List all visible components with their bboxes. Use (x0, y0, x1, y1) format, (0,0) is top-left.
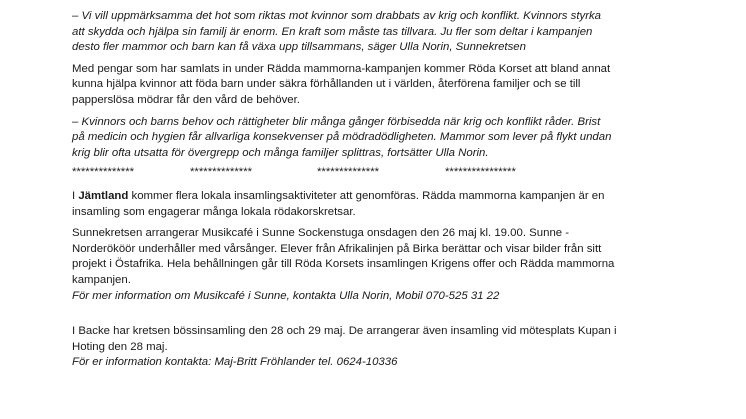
separator-stars-1: ************** (72, 166, 135, 179)
sunne-contact: För mer information om Musikcafé i Sunne, kontakta Ulla Norin, Mobil 070-525 31 22 (72, 289, 500, 302)
paragraph-jamtland (72, 189, 712, 220)
separator-stars-3: ************** (317, 166, 380, 179)
quote-norin-2 (72, 115, 712, 162)
quote-norin-2-line-3: krig blir ofta utsatta för övergrepp och många familjer splittras, fortsätter Ulla Norin. (72, 146, 489, 159)
paragraph-backe (72, 324, 712, 371)
jamtland-prefix: I (72, 189, 79, 202)
backe-contact: För er information kontakta: Maj-Britt Fröhlander tel. 0624-10336 (72, 356, 398, 369)
separator-stars-4: **************** (445, 166, 516, 179)
paragraph-sunne-line-3: projekt i Östafrika. Hela behållningen går till Röda Korsets insamlingen Krigens offer och Rädda mammorna (72, 258, 615, 271)
paragraph-funds (72, 62, 712, 109)
jamtland-bold: Jämtland (78, 189, 129, 202)
paragraph-jamtland-line-2: insamling som engagerar många lokala rödakorskretsar. (72, 205, 356, 218)
paragraph-backe-line-2: Hoting den 28 maj. (72, 340, 168, 353)
jamtland-rest: kommer flera lokala insamlingsaktiviteter att genomföras. Rädda mammorna kampanjen är en (128, 189, 605, 202)
paragraph-sunne-line-1: Sunnekretsen arrangerar Musikcafé i Sunne Sockenstuga onsdagen den 26 maj kl. 19.00. Sunne - (72, 227, 570, 240)
quote-norin-2-line-1: – Kvinnors och barns behov och rättigheter blir många gånger förbisedda när krig och konflikt råder. Brist (72, 115, 601, 128)
separator-stars (72, 165, 712, 181)
paragraph-sunne (72, 226, 712, 304)
quote-norin-1-line-2: att skydda och hjälpa sin familj är enorm. En kraft som måste tas tillvara. Ju fler som deltar i kampanjen (72, 25, 593, 38)
quote-norin-2-line-2: på medicin och hygien får allvarliga konsekvenser på mödradödligheten. Mammor som lever på flykt undan (72, 131, 612, 144)
quote-norin-1-line-1: – Vi vill uppmärksamma det hot som riktas mot kvinnor som drabbats av krig och konflikt. Kvinnors styrka (72, 10, 602, 22)
separator-stars-2: ************** (190, 166, 253, 179)
paragraph-backe-line-1: I Backe har kretsen bössinsamling den 28 och 29 maj. De arrangerar även insamling vid mötesplats Kupan i (72, 325, 617, 338)
paragraph-jamtland-line-1 (72, 189, 712, 205)
quote-norin-1 (72, 9, 712, 56)
paragraph-sunne-line-4: kampanjen. (72, 273, 131, 286)
paragraph-funds-line-2: kunna hjälpa kvinnor att föda barn under säkra förhållanden ut i världen, återförena familjer och se till (72, 78, 581, 91)
quote-norin-1-line-3: desto fler mammor och barn kan få växa upp tillsammans, säger Ulla Norin, Sunnekretsen (72, 41, 526, 54)
document-page (72, 0, 712, 371)
paragraph-funds-line-3: papperslösa mödrar får den vård de behöver. (72, 93, 300, 106)
paragraph-funds-line-1: Med pengar som har samlats in under Rädda mammorna-kampanjen kommer Röda Korset att bland annat (72, 62, 611, 75)
paragraph-sunne-line-2: Norderököör underhåller med vårsånger. Elever från Afrikalinjen på Birka berättar och visar bilder från sitt (72, 242, 602, 255)
